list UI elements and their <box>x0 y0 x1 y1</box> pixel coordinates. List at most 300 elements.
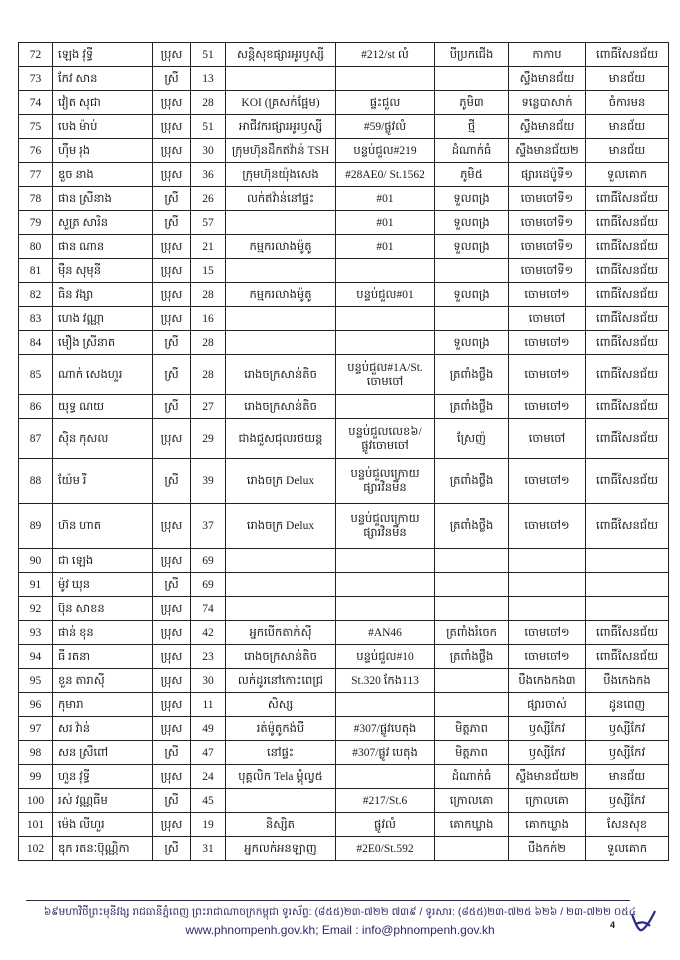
occupation-cell <box>226 67 336 91</box>
district-cell: ឫស្សីកែវ <box>586 789 669 813</box>
row-number-cell: 79 <box>19 211 53 235</box>
district-cell: ពោធិ៍សែនជ័យ <box>586 331 669 355</box>
table-row <box>19 395 669 419</box>
age-cell: 16 <box>191 307 226 331</box>
full-name-cell: ជា ឡេង <box>53 549 153 573</box>
occupation-cell <box>226 573 336 597</box>
occupation-cell: ជាងជួសជុលរថយន្ត <box>226 419 336 459</box>
sex-cell: ប្រុស <box>153 163 191 187</box>
village-cell: ត្រពាំងថ្លឹង <box>435 395 509 419</box>
full-name-cell: ស៊ិន កុសល <box>53 419 153 459</box>
row-number-cell: 93 <box>19 621 53 645</box>
occupation-cell: KOI (គ្រសក់ផ្អែម) <box>226 91 336 115</box>
commune-cell: ចោមចៅ <box>509 307 586 331</box>
district-cell: ពោធិ៍សែនជ័យ <box>586 621 669 645</box>
residents-table <box>18 42 669 861</box>
village-cell: ត្រពាំងថ្លឹង <box>435 459 509 504</box>
table-row <box>19 504 669 549</box>
village-cell: ភូមិ៣ <box>435 91 509 115</box>
table-row <box>19 419 669 459</box>
footer-divider <box>26 900 630 901</box>
house-street-cell: #01 <box>336 235 435 259</box>
commune-cell: ចោមចៅ១ <box>509 459 586 504</box>
commune-cell: ស្ទឹងមានជ័យ <box>509 67 586 91</box>
table-row <box>19 669 669 693</box>
house-street-cell <box>336 597 435 621</box>
village-cell <box>435 597 509 621</box>
district-cell: ចំការមន <box>586 91 669 115</box>
commune-cell: ចោមចៅទី១ <box>509 187 586 211</box>
full-name-cell: ខួន តារាស៊ី <box>53 669 153 693</box>
row-number-cell: 95 <box>19 669 53 693</box>
age-cell: 51 <box>191 43 226 67</box>
house-street-cell <box>336 693 435 717</box>
house-street-cell <box>336 307 435 331</box>
village-cell <box>435 693 509 717</box>
table-row <box>19 741 669 765</box>
village-cell <box>435 549 509 573</box>
village-cell <box>435 669 509 693</box>
commune-cell: ស្ទឹងមានជ័យ២ <box>509 765 586 789</box>
district-cell: ពោធិ៍សែនជ័យ <box>586 395 669 419</box>
table-row <box>19 139 669 163</box>
age-cell: 21 <box>191 235 226 259</box>
house-street-cell: #AN46 <box>336 621 435 645</box>
commune-cell: ផ្សារដេប៉ូទី១ <box>509 163 586 187</box>
full-name-cell: ផាន ណាន <box>53 235 153 259</box>
district-cell: មានជ័យ <box>586 765 669 789</box>
table-row <box>19 459 669 504</box>
table-row <box>19 67 669 91</box>
village-cell: បីប្រកជើង <box>435 43 509 67</box>
house-street-cell: #28AE0/ St.1562 <box>336 163 435 187</box>
age-cell: 28 <box>191 355 226 395</box>
commune-cell: ចោមចៅ១ <box>509 283 586 307</box>
village-cell <box>435 837 509 861</box>
district-cell <box>586 549 669 573</box>
house-street-cell <box>336 67 435 91</box>
sex-cell: ប្រុស <box>153 259 191 283</box>
commune-cell: បឹងកេងកង៣ <box>509 669 586 693</box>
district-cell <box>586 597 669 621</box>
row-number-cell: 102 <box>19 837 53 861</box>
age-cell: 13 <box>191 67 226 91</box>
row-number-cell: 87 <box>19 419 53 459</box>
row-number-cell: 98 <box>19 741 53 765</box>
occupation-cell: ក្រុមហ៊ុនដឹកឥវ៉ាន់ TSH <box>226 139 336 163</box>
age-cell: 69 <box>191 549 226 573</box>
row-number-cell: 96 <box>19 693 53 717</box>
sex-cell: ស្រី <box>153 573 191 597</box>
commune-cell: ក្រោលគោ <box>509 789 586 813</box>
house-street-cell: បន្ទប់ជួល#219 <box>336 139 435 163</box>
age-cell: 30 <box>191 669 226 693</box>
table-row <box>19 307 669 331</box>
row-number-cell: 86 <box>19 395 53 419</box>
commune-cell: គោកឃ្លាង <box>509 813 586 837</box>
full-name-cell: ធិន វង្សា <box>53 283 153 307</box>
age-cell: 45 <box>191 789 226 813</box>
occupation-cell: អាជីវករផ្សារអូរឫស្សី <box>226 115 336 139</box>
sex-cell: ប្រុស <box>153 235 191 259</box>
house-street-cell: #307/ផ្លូវ បេតុង <box>336 741 435 765</box>
row-number-cell: 74 <box>19 91 53 115</box>
sex-cell: ប្រុស <box>153 419 191 459</box>
house-street-cell <box>336 573 435 597</box>
district-cell: ពោធិ៍សែនជ័យ <box>586 307 669 331</box>
sex-cell: ប្រុស <box>153 813 191 837</box>
table-row <box>19 163 669 187</box>
sex-cell: ស្រី <box>153 67 191 91</box>
village-cell <box>435 67 509 91</box>
table-row <box>19 717 669 741</box>
district-cell: ពោធិ៍សែនជ័យ <box>586 211 669 235</box>
sex-cell: ស្រី <box>153 187 191 211</box>
row-number-cell: 94 <box>19 645 53 669</box>
full-name-cell: ហេង វណ្ណា <box>53 307 153 331</box>
table-row <box>19 211 669 235</box>
age-cell: 28 <box>191 91 226 115</box>
row-number-cell: 83 <box>19 307 53 331</box>
signature-mark-icon <box>628 908 658 936</box>
commune-cell: ចោមចៅទី១ <box>509 259 586 283</box>
occupation-cell: រោងចក្រសាន់តិច <box>226 395 336 419</box>
occupation-cell: សិស្ស <box>226 693 336 717</box>
district-cell: ទួលគោក <box>586 163 669 187</box>
row-number-cell: 84 <box>19 331 53 355</box>
district-cell: ពោធិ៍សែនជ័យ <box>586 355 669 395</box>
occupation-cell: បុគ្គលិក Tela ម្តុំល្វ៥ <box>226 765 336 789</box>
full-name-cell: ម៉េង លីហួរ <box>53 813 153 837</box>
row-number-cell: 82 <box>19 283 53 307</box>
age-cell: 26 <box>191 187 226 211</box>
commune-cell: ទន្លេបាសាក់ <box>509 91 586 115</box>
village-cell <box>435 259 509 283</box>
full-name-cell: យុទ្ធ ណយ <box>53 395 153 419</box>
table-row <box>19 789 669 813</box>
table-row <box>19 813 669 837</box>
village-cell: គោកឃ្លាង <box>435 813 509 837</box>
age-cell: 27 <box>191 395 226 419</box>
table-row <box>19 765 669 789</box>
age-cell: 37 <box>191 504 226 549</box>
commune-cell: ចោមចៅ១ <box>509 645 586 669</box>
village-cell: ដំណាក់ធំ <box>435 765 509 789</box>
occupation-cell <box>226 597 336 621</box>
sex-cell: ប្រុស <box>153 283 191 307</box>
full-name-cell: រស់ វណ្ណធីម <box>53 789 153 813</box>
commune-cell: កាកាប <box>509 43 586 67</box>
village-cell: ទួលពង្រ <box>435 331 509 355</box>
occupation-cell <box>226 211 336 235</box>
full-name-cell: ផាន ស្រីនាង <box>53 187 153 211</box>
district-cell: ពោធិ៍សែនជ័យ <box>586 459 669 504</box>
district-cell: ដូនពេញ <box>586 693 669 717</box>
house-street-cell: ផ្ទះជួល <box>336 91 435 115</box>
district-cell: មានជ័យ <box>586 139 669 163</box>
sex-cell: ប្រុស <box>153 139 191 163</box>
sex-cell: ប្រុស <box>153 307 191 331</box>
commune-cell <box>509 573 586 597</box>
occupation-cell: ក្រុមហ៊ុនយ៉ុងសេង <box>226 163 336 187</box>
village-cell: ដំណាក់ធំ <box>435 139 509 163</box>
commune-cell: ចោមចៅ១ <box>509 621 586 645</box>
age-cell: 74 <box>191 597 226 621</box>
occupation-cell: កម្មករលាងម៉ូតូ <box>226 235 336 259</box>
house-street-cell: #217/St.6 <box>336 789 435 813</box>
house-street-cell: St.320 កែង113 <box>336 669 435 693</box>
district-cell: បឹងកេងកង <box>586 669 669 693</box>
house-street-cell: បន្ទប់ជួលក្រោយ ផ្សារវិនមីន <box>336 504 435 549</box>
commune-cell: ចោមចៅ១ <box>509 355 586 395</box>
sex-cell: ប្រុស <box>153 597 191 621</box>
occupation-cell: អ្នកបើកតាក់ស៊ី <box>226 621 336 645</box>
sex-cell: ប្រុស <box>153 765 191 789</box>
occupation-cell: រោងចក្រសាន់តិច <box>226 355 336 395</box>
age-cell: 57 <box>191 211 226 235</box>
village-cell: មិត្តភាព <box>435 717 509 741</box>
village-cell: ក្រោលគោ <box>435 789 509 813</box>
full-name-cell: ឡេង វុទ្ធី <box>53 43 153 67</box>
age-cell: 47 <box>191 741 226 765</box>
village-cell: ថ្មី <box>435 115 509 139</box>
occupation-cell: អ្នកលក់អនឡាញ <box>226 837 336 861</box>
village-cell: ត្រពាំងរំចេក <box>435 621 509 645</box>
table-row <box>19 91 669 115</box>
district-cell: ឫស្សីកែវ <box>586 741 669 765</box>
commune-cell: ចោមចៅ <box>509 419 586 459</box>
full-name-cell: ផាន់ ខុន <box>53 621 153 645</box>
age-cell: 30 <box>191 139 226 163</box>
sex-cell: ស្រី <box>153 741 191 765</box>
district-cell: ពោធិ៍សែនជ័យ <box>586 504 669 549</box>
house-street-cell <box>336 765 435 789</box>
row-number-cell: 77 <box>19 163 53 187</box>
district-cell: ពោធិ៍សែនជ័យ <box>586 43 669 67</box>
village-cell: ត្រពាំងថ្លឹង <box>435 355 509 395</box>
district-cell: ទួលគោក <box>586 837 669 861</box>
district-cell <box>586 573 669 597</box>
occupation-cell: រោងចក្រ Delux <box>226 504 336 549</box>
table-row <box>19 355 669 395</box>
row-number-cell: 100 <box>19 789 53 813</box>
age-cell: 15 <box>191 259 226 283</box>
row-number-cell: 80 <box>19 235 53 259</box>
commune-cell: ចោមចៅ១ <box>509 504 586 549</box>
age-cell: 28 <box>191 331 226 355</box>
sex-cell: ប្រុស <box>153 621 191 645</box>
table-row <box>19 645 669 669</box>
house-street-cell <box>336 549 435 573</box>
full-name-cell: ហ៊ន ហាត <box>53 504 153 549</box>
row-number-cell: 75 <box>19 115 53 139</box>
occupation-cell: លក់ដូរនៅកោះពេជ្រ <box>226 669 336 693</box>
commune-cell <box>509 597 586 621</box>
table-row <box>19 549 669 573</box>
occupation-cell <box>226 259 336 283</box>
occupation-cell: នៅផ្ទះ <box>226 741 336 765</box>
age-cell: 42 <box>191 621 226 645</box>
table-row <box>19 115 669 139</box>
row-number-cell: 90 <box>19 549 53 573</box>
sex-cell: ប្រុស <box>153 717 191 741</box>
sex-cell: ស្រី <box>153 331 191 355</box>
age-cell: 36 <box>191 163 226 187</box>
occupation-cell: រោងចក្រ Delux <box>226 459 336 504</box>
district-cell: ពោធិ៍សែនជ័យ <box>586 187 669 211</box>
row-number-cell: 81 <box>19 259 53 283</box>
age-cell: 19 <box>191 813 226 837</box>
footer-website-email: www.phnompenh.gov.kh; Email : info@phnompenh.gov.kh <box>185 923 495 937</box>
row-number-cell: 92 <box>19 597 53 621</box>
full-name-cell: ប៊ុន សាខន <box>53 597 153 621</box>
row-number-cell: 78 <box>19 187 53 211</box>
table-row <box>19 43 669 67</box>
occupation-cell <box>226 789 336 813</box>
commune-cell: ចោមចៅ១ <box>509 395 586 419</box>
house-street-cell: បន្ទប់ជួលក្រោយ ផ្សារវិនមីន <box>336 459 435 504</box>
commune-cell: ឫស្សីកែវ <box>509 741 586 765</box>
district-cell: ពោធិ៍សែនជ័យ <box>586 645 669 669</box>
full-name-cell: កុមារា <box>53 693 153 717</box>
occupation-cell: លក់ឥវ៉ាន់នៅផ្ទះ <box>226 187 336 211</box>
table-row <box>19 621 669 645</box>
age-cell: 31 <box>191 837 226 861</box>
house-street-cell: #59/ផ្លូវលំ <box>336 115 435 139</box>
village-cell: មិត្តភាព <box>435 741 509 765</box>
occupation-cell: កម្មករលាងម៉ូតូ <box>226 283 336 307</box>
sex-cell: ស្រី <box>153 395 191 419</box>
house-street-cell: បន្ទប់ជួលលេខ៦/ ផ្លូវចោមចៅ <box>336 419 435 459</box>
row-number-cell: 91 <box>19 573 53 597</box>
sex-cell: ប្រុស <box>153 115 191 139</box>
table-row <box>19 235 669 259</box>
occupation-cell <box>226 549 336 573</box>
house-street-cell: បន្ទប់ជួល#10 <box>336 645 435 669</box>
table-row <box>19 573 669 597</box>
table-row <box>19 693 669 717</box>
village-cell: ត្រពាំងថ្លឹង <box>435 645 509 669</box>
occupation-cell: និស្សិត <box>226 813 336 837</box>
sex-cell: ប្រុស <box>153 669 191 693</box>
commune-cell <box>509 549 586 573</box>
district-cell: ពោធិ៍សែនជ័យ <box>586 283 669 307</box>
row-number-cell: 89 <box>19 504 53 549</box>
row-number-cell: 73 <box>19 67 53 91</box>
village-cell: ស្រែញ៉ <box>435 419 509 459</box>
row-number-cell: 72 <box>19 43 53 67</box>
full-name-cell: ម៉ឺន សុមុនី <box>53 259 153 283</box>
house-street-cell: បន្ទប់ជួល#1A/St. ចោមចៅ <box>336 355 435 395</box>
commune-cell: ចោមចៅទី១ <box>509 235 586 259</box>
commune-cell: ស្ទឹងមានជ័យ២ <box>509 139 586 163</box>
table-row <box>19 259 669 283</box>
house-street-cell: #01 <box>336 187 435 211</box>
sex-cell: ប្រុស <box>153 504 191 549</box>
sex-cell: ស្រី <box>153 355 191 395</box>
table-row <box>19 597 669 621</box>
district-cell: ពោធិ៍សែនជ័យ <box>586 419 669 459</box>
district-cell: ពោធិ៍សែនជ័យ <box>586 235 669 259</box>
sex-cell: ស្រី <box>153 789 191 813</box>
occupation-cell <box>226 307 336 331</box>
occupation-cell <box>226 331 336 355</box>
age-cell: 24 <box>191 765 226 789</box>
full-name-cell: សន ស្រីពៅ <box>53 741 153 765</box>
age-cell: 29 <box>191 419 226 459</box>
sex-cell: ស្រី <box>153 837 191 861</box>
table-row <box>19 283 669 307</box>
house-street-cell: #01 <box>336 211 435 235</box>
village-cell: ទួលពង្រ <box>435 235 509 259</box>
commune-cell: ស្ទឹងមានជ័យ <box>509 115 586 139</box>
age-cell: 39 <box>191 459 226 504</box>
full-name-cell: យ៉ែម រី <box>53 459 153 504</box>
sex-cell: ស្រី <box>153 459 191 504</box>
age-cell: 51 <box>191 115 226 139</box>
village-cell <box>435 307 509 331</box>
table-row <box>19 837 669 861</box>
sex-cell: ប្រុស <box>153 43 191 67</box>
full-name-cell: បេង ម៉ាប់ <box>53 115 153 139</box>
row-number-cell: 97 <box>19 717 53 741</box>
sex-cell: ប្រុស <box>153 693 191 717</box>
house-street-cell <box>336 259 435 283</box>
village-cell <box>435 573 509 597</box>
occupation-cell: រោងចក្រសាន់តិច <box>226 645 336 669</box>
full-name-cell: កែវ សាន <box>53 67 153 91</box>
footer-address: ៦៩មហាវិថីព្រះមុនីវង្ស រាជធានីភ្នំពេញ ព្រះរាជាណាចក្រកម្ពុជា ទូរស័ព្ទ: (៨៥៥)២៣-៧២២ ៧៣៩ / ទូរសារ: (៨៥៥)២៣-៧២៥ ៦២៦ / ២៣-៧២២ ០៥៤ <box>43 906 637 918</box>
row-number-cell: 101 <box>19 813 53 837</box>
age-cell: 28 <box>191 283 226 307</box>
village-cell: ភូមិ៥ <box>435 163 509 187</box>
district-cell: មានជ័យ <box>586 115 669 139</box>
sex-cell: ប្រុស <box>153 549 191 573</box>
full-name-cell: សួត្រ សារិន <box>53 211 153 235</box>
full-name-cell: មឿង ស្រីនាត <box>53 331 153 355</box>
commune-cell: ចោមចៅទី១ <box>509 211 586 235</box>
village-cell: ទួលពង្រ <box>435 187 509 211</box>
sex-cell: ស្រី <box>153 211 191 235</box>
full-name-cell: ហ៊ឹម រុង <box>53 139 153 163</box>
age-cell: 69 <box>191 573 226 597</box>
district-cell: ពោធិ៍សែនជ័យ <box>586 259 669 283</box>
house-street-cell: #212/st លំ <box>336 43 435 67</box>
house-street-cell: #307/ផ្លូវបេតុង <box>336 717 435 741</box>
full-name-cell: សរ វ៉ាន់ <box>53 717 153 741</box>
village-cell: ទួលពង្រ <box>435 211 509 235</box>
full-name-cell: វៀត សុជា <box>53 91 153 115</box>
age-cell: 11 <box>191 693 226 717</box>
occupation-cell: រត់ម៉ូតូកង់បី <box>226 717 336 741</box>
full-name-cell: ណាក់ សេងហួរ <box>53 355 153 395</box>
sex-cell: ប្រុស <box>153 645 191 669</box>
village-cell: ទួលពង្រ <box>435 283 509 307</box>
district-cell: សែនសុខ <box>586 813 669 837</box>
table-row <box>19 187 669 211</box>
district-cell: មានជ័យ <box>586 67 669 91</box>
occupation-cell: សន្តិសុខផ្សារអូរឫស្សី <box>226 43 336 67</box>
full-name-cell: ឌួច នាង <box>53 163 153 187</box>
full-name-cell: ឌុក រតនៈប៊ុណ្ណិកា <box>53 837 153 861</box>
commune-cell: ចោមចៅ១ <box>509 331 586 355</box>
district-cell: ឫស្សីកែវ <box>586 717 669 741</box>
house-street-cell: #2E0/St.592 <box>336 837 435 861</box>
house-street-cell: បន្ទប់ជួល#01 <box>336 283 435 307</box>
village-cell: ត្រពាំងថ្លឹង <box>435 504 509 549</box>
commune-cell: ឫស្សីកែវ <box>509 717 586 741</box>
row-number-cell: 99 <box>19 765 53 789</box>
